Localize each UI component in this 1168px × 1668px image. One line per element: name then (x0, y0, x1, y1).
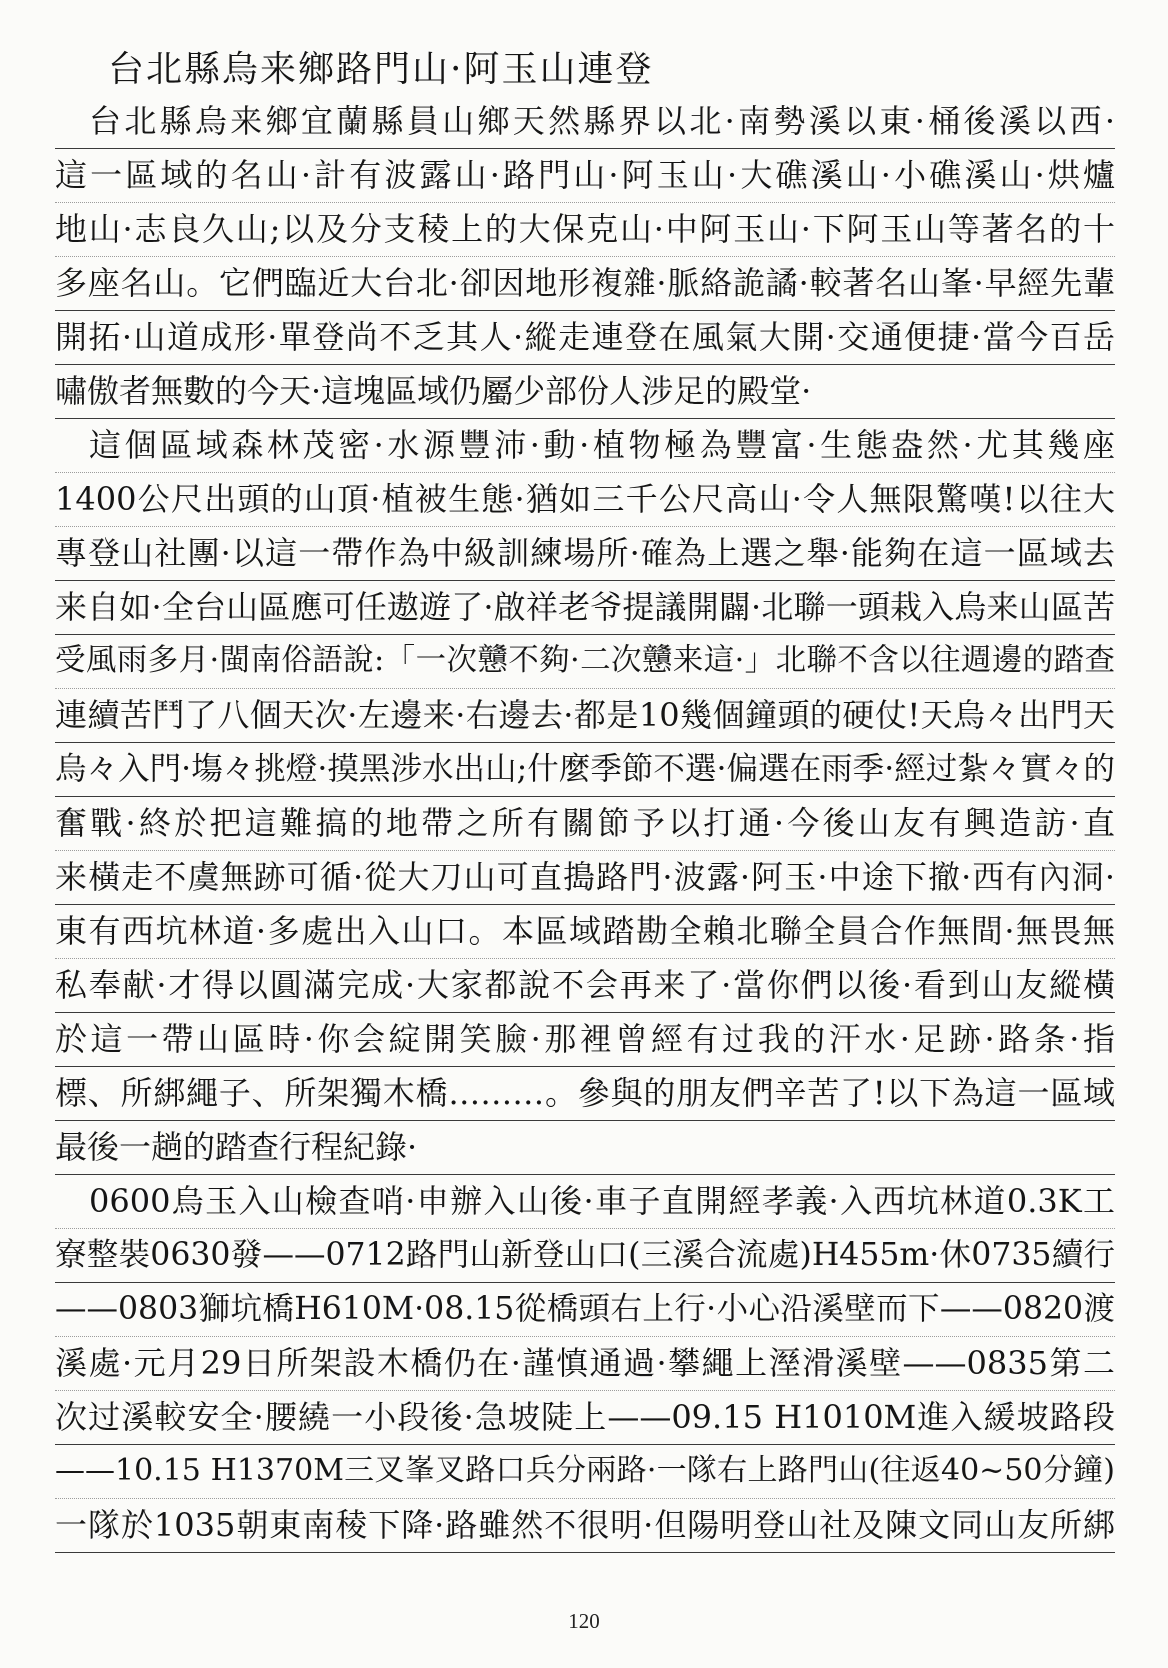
text-line: 一隊於1035朝東南稜下降·路雖然不很明·但陽明登山社及陳文同山友所綁 (55, 1499, 1115, 1553)
text-line: 私奉献·才得以圓滿完成·大家都說不会再来了·當你們以後·看到山友縱橫 (55, 959, 1115, 1013)
text-line: 来橫走不虞無跡可循·從大刀山可直搗路門·波露·阿玉·中途下撤·西有內洞· (55, 851, 1115, 905)
text-line: 受風雨多月·閩南俗語說:「一次戇不夠·二次戇来這·」北聯不含以往週邊的踏查 (55, 635, 1115, 689)
text-line: 多座名山。它們臨近大台北·卻因地形複雜·脈絡詭譎·較著名山峯·早經先輩 (55, 257, 1115, 311)
text-line: 這個區域森林茂密·水源豐沛·動·植物極為豐富·生態盎然·尤其幾座 (55, 419, 1115, 473)
text-line: 開拓·山道成形·單登尚不乏其人·縱走連登在風氣大開·交通便捷·當今百岳 (55, 311, 1115, 365)
text-line: 嘯傲者無數的今天·這塊區域仍屬少部份人涉足的殿堂· (55, 365, 1115, 419)
text-line: 東有西坑林道·多處出入山口。本區域踏勘全賴北聯全員合作無間·無畏無 (55, 905, 1115, 959)
text-line: 溪處·元月29日所架設木橋仍在·謹慎通過·攀繩上溼滑溪壁——0835第二 (55, 1337, 1115, 1391)
page-number: 120 (568, 1609, 600, 1633)
text-line: 次过溪較安全·腰繞一小段後·急坡陡上——09.15 H1010M進入緩坡路段 (55, 1391, 1115, 1445)
text-line: 連續苦鬥了八個天次·左邊来·右邊去·都是10幾個鐘頭的硬仗!天烏々出門天 (55, 689, 1115, 743)
text-line: 奮戰·終於把這難搞的地帶之所有關節予以打通·今後山友有興造訪·直 (55, 797, 1115, 851)
text-line: ——10.15 H1370M三叉峯叉路口兵分兩路·一隊右上路門山(往返40~50分鐘) (55, 1445, 1115, 1499)
text-line: 台北縣烏来鄉宜蘭縣員山鄉天然縣界以北·南勢溪以東·桶後溪以西· (55, 95, 1115, 149)
text-line: ——0803獅坑橋H610M·08.15從橋頭右上行·小心沿溪壁而下——0820渡 (55, 1283, 1115, 1337)
text-line: 烏々入門·塲々挑燈·摸黑涉水出山;什麼季節不選·偏選在雨季·經过紮々實々的 (55, 743, 1115, 797)
text-line: 寮整裝0630發——0712路門山新登山口(三溪合流處)H455m·休0735續行 (55, 1229, 1115, 1283)
text-line: 来自如·全台山區應可任遨遊了·啟祥老爷提議開闢·北聯一頭栽入烏来山區苦 (55, 581, 1115, 635)
text-line: 1400公尺出頭的山頂·植被生態·猶如三千公尺高山·令人無限驚嘆!以往大 (55, 473, 1115, 527)
page-title: 台北縣烏来鄉路門山·阿玉山連登 (108, 49, 654, 90)
text-line: 專登山社團·以這一帶作為中級訓練場所·確為上選之舉·能夠在這一區域去 (55, 527, 1115, 581)
handwritten-text-body (55, 95, 1115, 1553)
text-line: 地山·志良久山;以及分支稜上的大保克山·中阿玉山·下阿玉山等著名的十 (55, 203, 1115, 257)
text-line: 標、所綁繩子、所架獨木橋………。參與的朋友們辛苦了!以下為這一區域 (55, 1067, 1115, 1121)
text-line: 這一區域的名山·計有波露山·路門山·阿玉山·大礁溪山·小礁溪山·烘爐 (55, 149, 1115, 203)
text-line: 最後一趟的踏查行程紀錄· (55, 1121, 1115, 1175)
text-line: 於這一帶山區時·你会綻開笑臉·那裡曾經有过我的汗水·足跡·路条·指 (55, 1013, 1115, 1067)
text-line: 0600烏玉入山檢查哨·申辦入山後·車子直開經孝義·入西坑林道0.3K工 (55, 1175, 1115, 1229)
